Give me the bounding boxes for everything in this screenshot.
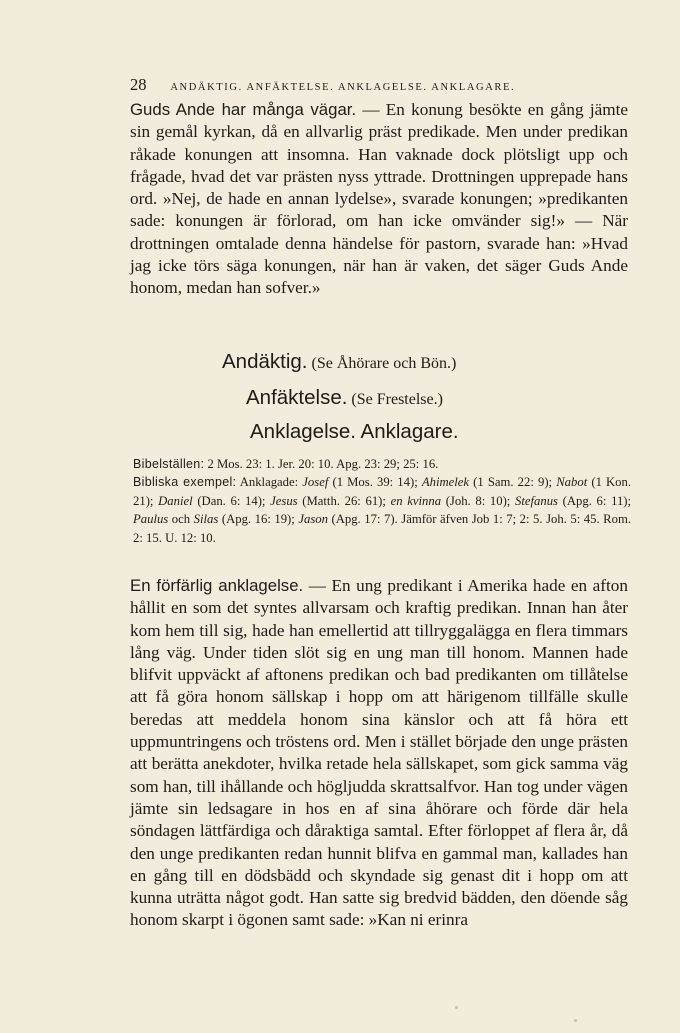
example-ref: (Apg. 6: 11); (562, 493, 632, 508)
section-heading-forfarlig: En förfärlig anklagelse. (130, 576, 304, 595)
example-name: Silas (193, 512, 219, 527)
paper-speck (574, 1019, 577, 1022)
page-header (130, 75, 610, 98)
topic-anfaktelse (246, 386, 443, 410)
example-ref: (1 Mos. 39: 14); (332, 475, 418, 490)
example-lead: Anklagade: (239, 475, 299, 490)
page-number: 28 (130, 75, 147, 94)
example-name: Daniel (158, 493, 193, 508)
example-name: Jesus (270, 493, 298, 508)
example-ref: (Apg. 17: 7). (331, 512, 398, 527)
paragraph-forfarlig-anklagelse (130, 575, 628, 932)
example-name: Stefanus (515, 493, 558, 508)
topic-title: Andäktig. (222, 350, 308, 373)
bibelstallen-text: 2 Mos. 23: 1. Jer. 20: 10. Apg. 23: 29; 25: 16. (207, 457, 439, 471)
example-conjunction: och (171, 512, 191, 527)
example-name: Jason (298, 512, 328, 527)
example-name: Ahimelek (421, 475, 470, 490)
cross-reference: (Se Åhörare och Bön.) (311, 355, 457, 372)
example-ref: (1 Kon. 21); (133, 475, 632, 508)
example-name: en kvinna (390, 493, 442, 508)
example-ref: (1 Sam. 22: 9); (473, 475, 553, 490)
example-ref: (Matth. 26: 61); (302, 493, 386, 508)
paragraph-body: — En ung predikant i Amerika hade en afton hållit en som det syntes allvarsam och kraftig predikan. Innan han åter kom hem till sig, hade han emellertid att tillryggalägga en flera timmars lång väg. Under tiden slöt sig en ung man till honom. Mannen hade blifvit uppväckt af aftonens predikan och bad predikanten om tillåtelse att få göra honom sällskap i hopp om att härigenom tillfälle skulle beredas att meddela honom sina känslor och att få höra ett uppmuntringens och tröstens ord. Men i stället började den unge prästen att berätta anekdoter, hvilka retade hela sällskapet, som gick samma väg som han, till ihållande och högljudda skrattsalfvor. Han tog under vägen jämte sin ledsagare in hos en af sina åhörare och förde där hela söndagen lättfärdiga och dåraktiga samtal. Efter förloppet af flera år, då den unge predikanten redan hunnit blifva en gammal man, kallades han en gång till en dödsbädd och skyndade sig genast dit i hopp om att kunna uträtta något godt. Han satte sig bredvid bädden, den döende såg honom skarpt i ögonen samt sade: »Kan ni erinra (130, 576, 628, 930)
example-name: Josef (302, 475, 329, 490)
paragraph-body: — En konung besökte en gång jämte sin gemål kyrkan, då en allvarlig präst predikade. Men under predikan råkade konungen att insomna. Han vaknade dock plötsligt upp och frågade, hvad det var prästen nyss yttrade. Drottningen upprepade hans ord. »Nej, de hade en annan lydelse», svarade konungen; »predikanten sade: konungen är förlorad, om han icke omvänder sig!» — När drottningen omtalade denna händelse för pastorn, svarade han: »Hvad jag icke törs säga konungen, när han är vaken, det säger Guds Ande honom, medan han sofver.» (130, 100, 628, 298)
bibelstallen-label: Bibelställen: (133, 457, 205, 471)
cross-reference: (Se Frestelse.) (351, 391, 443, 408)
paragraph-guds-ande (130, 99, 628, 300)
bible-references (133, 455, 631, 547)
paper-speck (455, 1006, 458, 1009)
example-name: Nabot (556, 475, 588, 490)
section-heading-guds-ande: Guds Ande har många vägar. (130, 100, 357, 119)
running-title: ANDÄKTIG. ANFÄKTELSE. ANKLAGELSE. ANKLAGARE. (170, 82, 516, 93)
bibliska-exempel-label: Bibliska exempel: (133, 475, 237, 490)
topic-andaktig (222, 350, 456, 374)
topic-title: Anklagelse. Anklagare. (250, 420, 459, 443)
bibliska-exempel-block (133, 473, 631, 547)
example-ref: (Joh. 8: 10); (445, 493, 511, 508)
topic-title: Anfäktelse. (246, 386, 348, 409)
topic-anklagelse (250, 420, 459, 444)
example-name: Paulus (133, 512, 169, 527)
example-compare: Jämför äfven Job 1: 7; 2: 5. Joh. 5: 45. Rom. 2: 15. U. 12: 10. (133, 512, 632, 545)
example-ref: (Apg. 16: 19); (221, 512, 295, 527)
bibelstallen-line (133, 455, 631, 473)
example-ref: (Dan. 6: 14); (197, 493, 266, 508)
